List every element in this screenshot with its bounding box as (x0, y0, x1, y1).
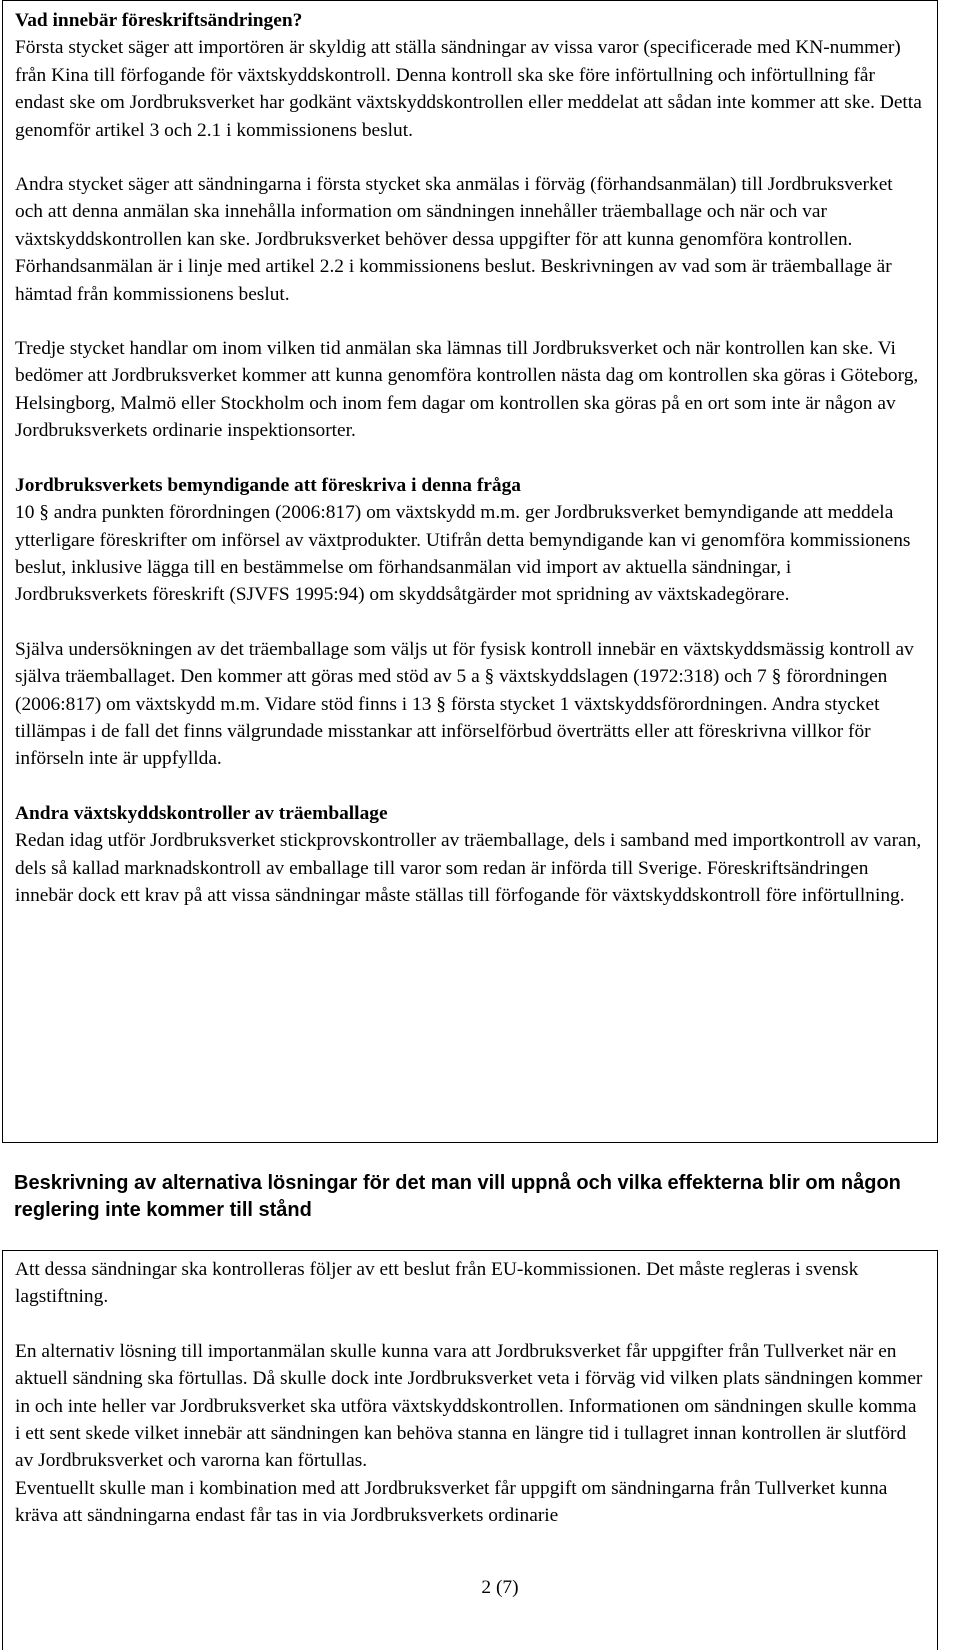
paragraph-combination: Eventuellt skulle man i kombination med att Jordbruksverket får uppgift om sändningarna från Tullverket kunna kräva att sändningarna endast får tas in via Jordbruksverkets ordinarie (15, 1477, 888, 1527)
section-title-alternatives: Beskrivning av alternativa lösningar för det man vill uppnå och vilka effekterna blir om någon reglering inte kommer till stånd (14, 1172, 901, 1221)
info-box-regulation-change (2, 0, 938, 1143)
paragraph-first-section: Första stycket säger att importören är skyldig att ställa sändningar av vissa varor (specificerade med KN-nummer) från Kina till förfogande för växtskyddskontroll. Denna kontroll ska ske före införtullning och införtullning får endast ske om Jordbruksverket har godkänt växtskyddskontrollen eller meddelat att sådan inte kommer att ske. Detta genomför artikel 3 och 2.1 i kommissionens beslut. (15, 37, 922, 141)
heading-what-change-means: Vad innebär föreskriftsändringen? (15, 10, 303, 31)
heading-authorization: Jordbruksverkets bemyndigande att föreskriva i denna fråga (15, 474, 521, 496)
paragraph-third-section: Tredje stycket handlar om inom vilken tid anmälan ska lämnas till Jordbruksverket och när kontrollen kan ske. Vi bedömer att Jordbruksverket kommer att kunna genomföra kontrollen nästa dag om kontrollen ska göras i Göteborg, Helsingborg, Malmö eller Stockholm och inom fem dagar om kontrollen ska göras på en ort som inte är någon av Jordbruksverkets ordinarie inspektionsorter. (15, 338, 919, 442)
paragraph-other-controls: Redan idag utför Jordbruksverket stickprovskontroller av träemballage, dels i samband med importkontroll av varan, dels så kallad marknadskontroll av emballage till varor som redan är införda till Sverige. Föreskriftsändringen innebär dock ett krav på att vissa sändningar måste ställas till förfogande för växtskyddskontroll före införtullning. (15, 830, 922, 906)
paragraph-authorization: 10 § andra punkten förordningen (2006:817) om växtskydd m.m. ger Jordbruksverket bemyndigande att meddela ytterligare föreskrifter om införsel av växtprodukter. Utifrån detta bemyndigande kan vi genomföra kommissionens beslut, inklusive lägga till en bestämmelse om förhandsanmälan vid import av aktuella sändningar, i Jordbruksverkets föreskrift (SJVFS 1995:94) om skyddsåtgärder mot spridning av växtskadegörare. (15, 502, 911, 606)
paragraph-alternative-solution: En alternativ lösning till importanmälan skulle kunna vara att Jordbruksverket får uppgifter från Tullverket när en aktuell sändning ska förtullas. Då skulle dock inte Jordbruksverket veta i förväg vid vilken plats sändningen kommer in och inte heller var Jordbruksverket ska utföra växtskyddskontrollen. Informationen om sändningen skulle komma i ett sent skede vilket innebär att sändningen kan behöva stanna en längre tid i tullagret innan kontrollen är slutförd av Jordbruksverket och varorna kan förtullas. (15, 1340, 923, 1472)
paragraph-second-section: Andra stycket säger att sändningarna i första stycket ska anmälas i förväg (förhandsanmälan) till Jordbruksverket och att denna anmälan ska innehålla information om sändningen innehåller träemballage och när och var växtskyddskontrollen kan ske. Jordbruksverket behöver dessa uppgifter för att kunna genomföra kontrollen. Förhandsanmälan är i linje med artikel 2.2 i kommissionens beslut. Beskrivningen av vad som är träemballage är hämtad från kommissionens beslut. (15, 174, 893, 305)
heading-other-controls: Andra växtskyddskontroller av träemballage (15, 802, 388, 824)
paragraph-inspection-basis: Själva undersökningen av det träemballage som väljs ut för fysisk kontroll innebär en växtskyddsmässig kontroll av själva träemballaget. Den kommer att göras med stöd av 5 a § växtskyddslagen (1972:318) och 7 § förordningen (2006:817) om växtskydd m.m. Vidare stöd finns i 13 § första stycket 1 växtskyddsförordningen. Andra stycket tillämpas i de fall det finns välgrundade misstankar att införselförbud överträtts eller att föreskrivna villkor för införseln inte är uppfyllda. (15, 638, 914, 770)
page-number: 2 (7) (481, 1577, 519, 1598)
paragraph-eu-decision: Att dessa sändningar ska kontrolleras följer av ett beslut från EU-kommissionen. Det måste regleras i svensk lagstiftning. (15, 1259, 859, 1308)
